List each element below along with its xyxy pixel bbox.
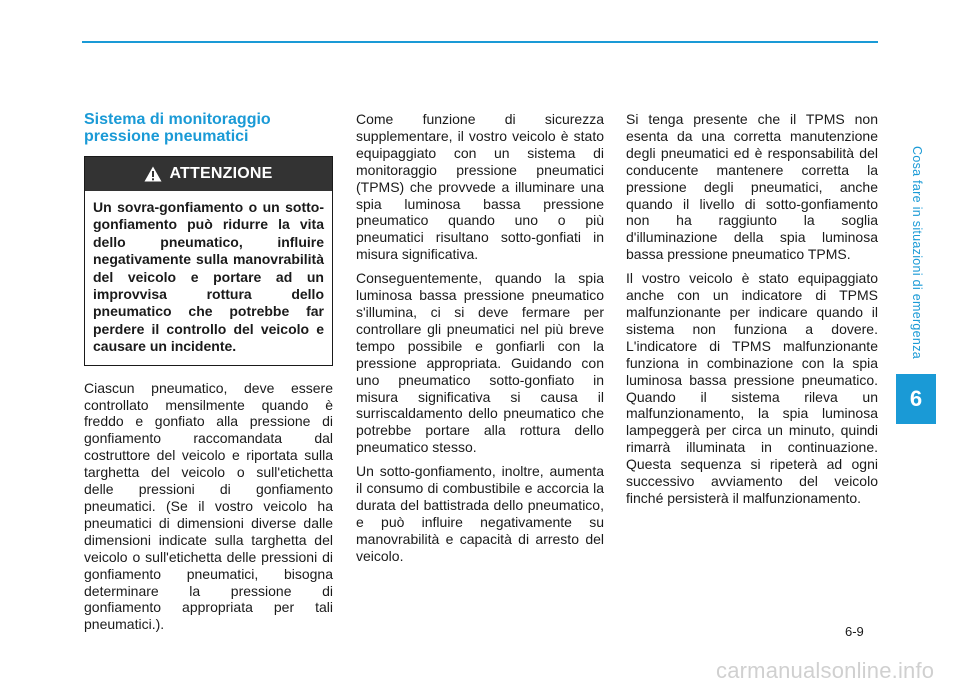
paragraph: Il vostro veicolo è stato equipaggiato anche con un indicatore di TPMS malfunzionante per indicare quando il sistema non funziona a dovere. L'indicatore di TPMS malfunzionante funziona in combinazione con la spia luminosa bassa pressione pneumatico. Quando il sistema rileva un malfunzionamento, la spia luminosa lampeggerà per circa un minuto, quindi rimarrà illuminata in continuazione. Questa sequenza si ripeterà ad ogni successivo avviamento del veicolo finché persisterà il malfunzionamento. [626, 270, 878, 506]
paragraph: Si tenga presente che il TPMS non esenta da una corretta manutenzione degli pneumatici ed è responsabilità del conducente mantenere corretta la pressione degli pneumatici, anche quando il livello di sotto-gonfiamento non ha raggiunto la soglia d'illuminazione della spia luminosa bassa pressione pneumatico TPMS. [626, 111, 878, 263]
warning-header [85, 157, 332, 191]
warning-label: ATTENZIONE [169, 164, 273, 182]
column-1 [84, 111, 333, 640]
paragraph: Conseguentemente, quando la spia luminosa bassa pressione pneumatico s'illumina, ci si deve fermare per controllare gli pneumatici nel più breve tempo possibile e gonfiarli con la pressione appropriata. Guidando con uno pneumatico sotto-gonfiato in misura significativa si causa il surriscaldamento dello pneumatico che potrebbe portare alla rottura dello pneumatico stesso. [356, 270, 604, 456]
section-title: Sistema di monitoraggio pressione pneumatici [84, 111, 271, 145]
paragraph: Un sotto-gonfiamento, inoltre, aumenta il consumo di combustibile e accorcia la durata del battistrada dello pneumatico, e può influire negativamente su manovrabilità e capacità di arresto del veicolo. [356, 463, 604, 564]
paragraph: Come funzione di sicurezza supplementare, il vostro veicolo è stato equipaggiato con un sistema di monitoraggio pressione pneumatici (TPMS) che provvede a illuminare una spia luminosa bassa pressione pneumatico quando uno o più pneumatici risultano sotto-gonfiati in misura significativa. [356, 111, 604, 263]
warning-box [84, 156, 333, 366]
warning-text: Un sovra-gonfiamento o un sotto-gonfiamento può ridurre la vita dello pneumatico, influire negativamente sulla manovrabilità del veicolo e portare ad un improvvisa rottura dello pneumatico che potrebbe far perdere il controllo del veicolo e causare un incidente. [93, 199, 324, 355]
warning-triangle-icon [144, 166, 162, 182]
chapter-number: 6 [909, 386, 923, 411]
watermark: carmanualsonline.info [716, 658, 935, 683]
column-3 [626, 111, 878, 514]
chapter-title: Cosa fare in situazioni di emergenza [910, 146, 924, 359]
chapter-tab[interactable] [896, 374, 936, 424]
header-rule [82, 41, 878, 43]
paragraph: Ciascun pneumatico, deve essere controllato mensilmente quando è freddo e gonfiato alla pressione di gonfiamento raccomandata dal costruttore del veicolo e riportata sulla targhetta del veicolo o sull'etichetta delle pressioni di gonfiamento pneumatici. (Se il vostro veicolo ha pneumatici di dimensioni diverse dalle dimensioni indicate sulla targhetta del veicolo o sull'etichetta delle pressioni di gonfiamento pneumatici, bisogna determinare la pressione di gonfiamento appropriata per tali pneumatici.). [84, 379, 333, 633]
page-number: 6-9 [845, 624, 864, 639]
column-2 [356, 111, 604, 572]
